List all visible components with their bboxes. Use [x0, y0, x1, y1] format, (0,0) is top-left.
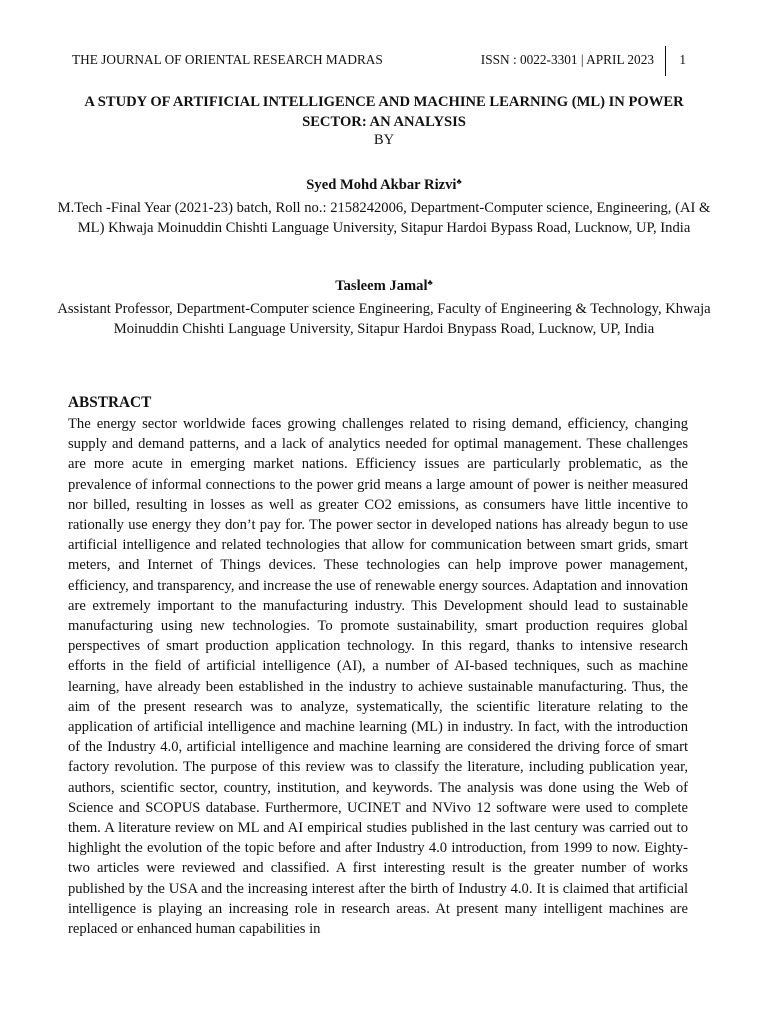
- author-mark: ♣: [427, 278, 433, 287]
- author-name-text: Tasleem Jamal: [335, 278, 428, 294]
- journal-name: THE JOURNAL OF ORIENTAL RESEARCH MADRAS: [72, 52, 383, 67]
- header-divider: [665, 46, 666, 76]
- author-mark: ♣: [456, 177, 462, 186]
- author-block-1: [50, 172, 718, 239]
- by-label: BY: [373, 132, 395, 148]
- author-name: [50, 273, 718, 297]
- abstract-body: The energy sector worldwide faces growing challenges related to rising demand, efficiency, changing supply and demand patterns, and a lack of analytics needed for optimal management. These challenges are more acute in emerging market nations. Efficiency issues are particularly problematic, as the prevalence of informal connections to the power grid means a large amount of power is neither measured nor billed, resulting in losses as well as greater CO2 emissions, as consumers have little incentive to rationally use energy they don’t pay for. The power sector in developed nations has already begun to use artificial intelligence and related technologies that allow for communication between smart grids, smart meters, and Internet of Things devices. These technologies can help improve power management, efficiency, and transparency, and increase the use of renewable energy sources. Adaptation and innovation are extremely important to the manufacturing industry. This Development should lead to sustainable manufacturing using new technologies. To promote sustainability, smart production requires global perspectives of smart production application technology. In this regard, thanks to intensive research efforts in the field of artificial intelligence (AI), a number of AI-based techniques, such as machine learning, have already been established in the industry to achieve sustainable manufacturing. Thus, the aim of the present research was to analyze, systematically, the scientific literature relating to the application of artificial intelligence and machine learning (ML) in industry. In fact, with the introduction of the Industry 4.0, artificial intelligence and machine learning are considered the driving force of smart factory revolution. The purpose of this review was to classify the literature, including publication year, authors, scientific sector, country, institution, and keywords. The analysis was done using the Web of Science and SCOPUS database. Furthermore, UCINET and NVivo 12 software were used to complete them. A literature review on ML and AI empirical studies published in the last century was carried out to highlight the evolution of the topic before and after Industry 4.0 introduction, from 1999 to now. Eighty-two articles were reviewed and classified. A first interesting result is the greater number of works published by the USA and the increasing interest after the birth of Industry 4.0. It is claimed that artificial intelligence is playing an increasing role in research areas. At present many intelligent machines are replaced or enhanced human capabilities in: [68, 416, 688, 938]
- page-number: 1: [679, 52, 686, 67]
- paper-title: A STUDY OF ARTIFICIAL INTELLIGENCE AND MACHINE LEARNING (ML) IN POWER SECTOR: AN ANALYSIS: [84, 94, 684, 130]
- abstract-heading: ABSTRACT: [68, 394, 152, 411]
- author-name-text: Syed Mohd Akbar Rizvi: [306, 177, 457, 193]
- issn-date: ISSN : 0022-3301 | APRIL 2023: [480, 52, 654, 67]
- author-name: [50, 172, 718, 196]
- author-affiliation: Assistant Professor, Department-Computer science Engineering, Faculty of Engineering & Technology, Khwaja Moinuddin Chishti Language University, Sitapur Hardoi Bnypass Road, Lucknow, UP, India: [57, 300, 711, 337]
- running-header: [72, 50, 696, 74]
- author-affiliation: M.Tech -Final Year (2021-23) batch, Roll no.: 2158242006, Department-Computer science, Engineering, (AI & ML) Khwaja Moinuddin Chishti Language University, Sitapur Hardoi Bypass Road, Lucknow, UP, India: [57, 199, 711, 236]
- author-block-2: [50, 273, 718, 340]
